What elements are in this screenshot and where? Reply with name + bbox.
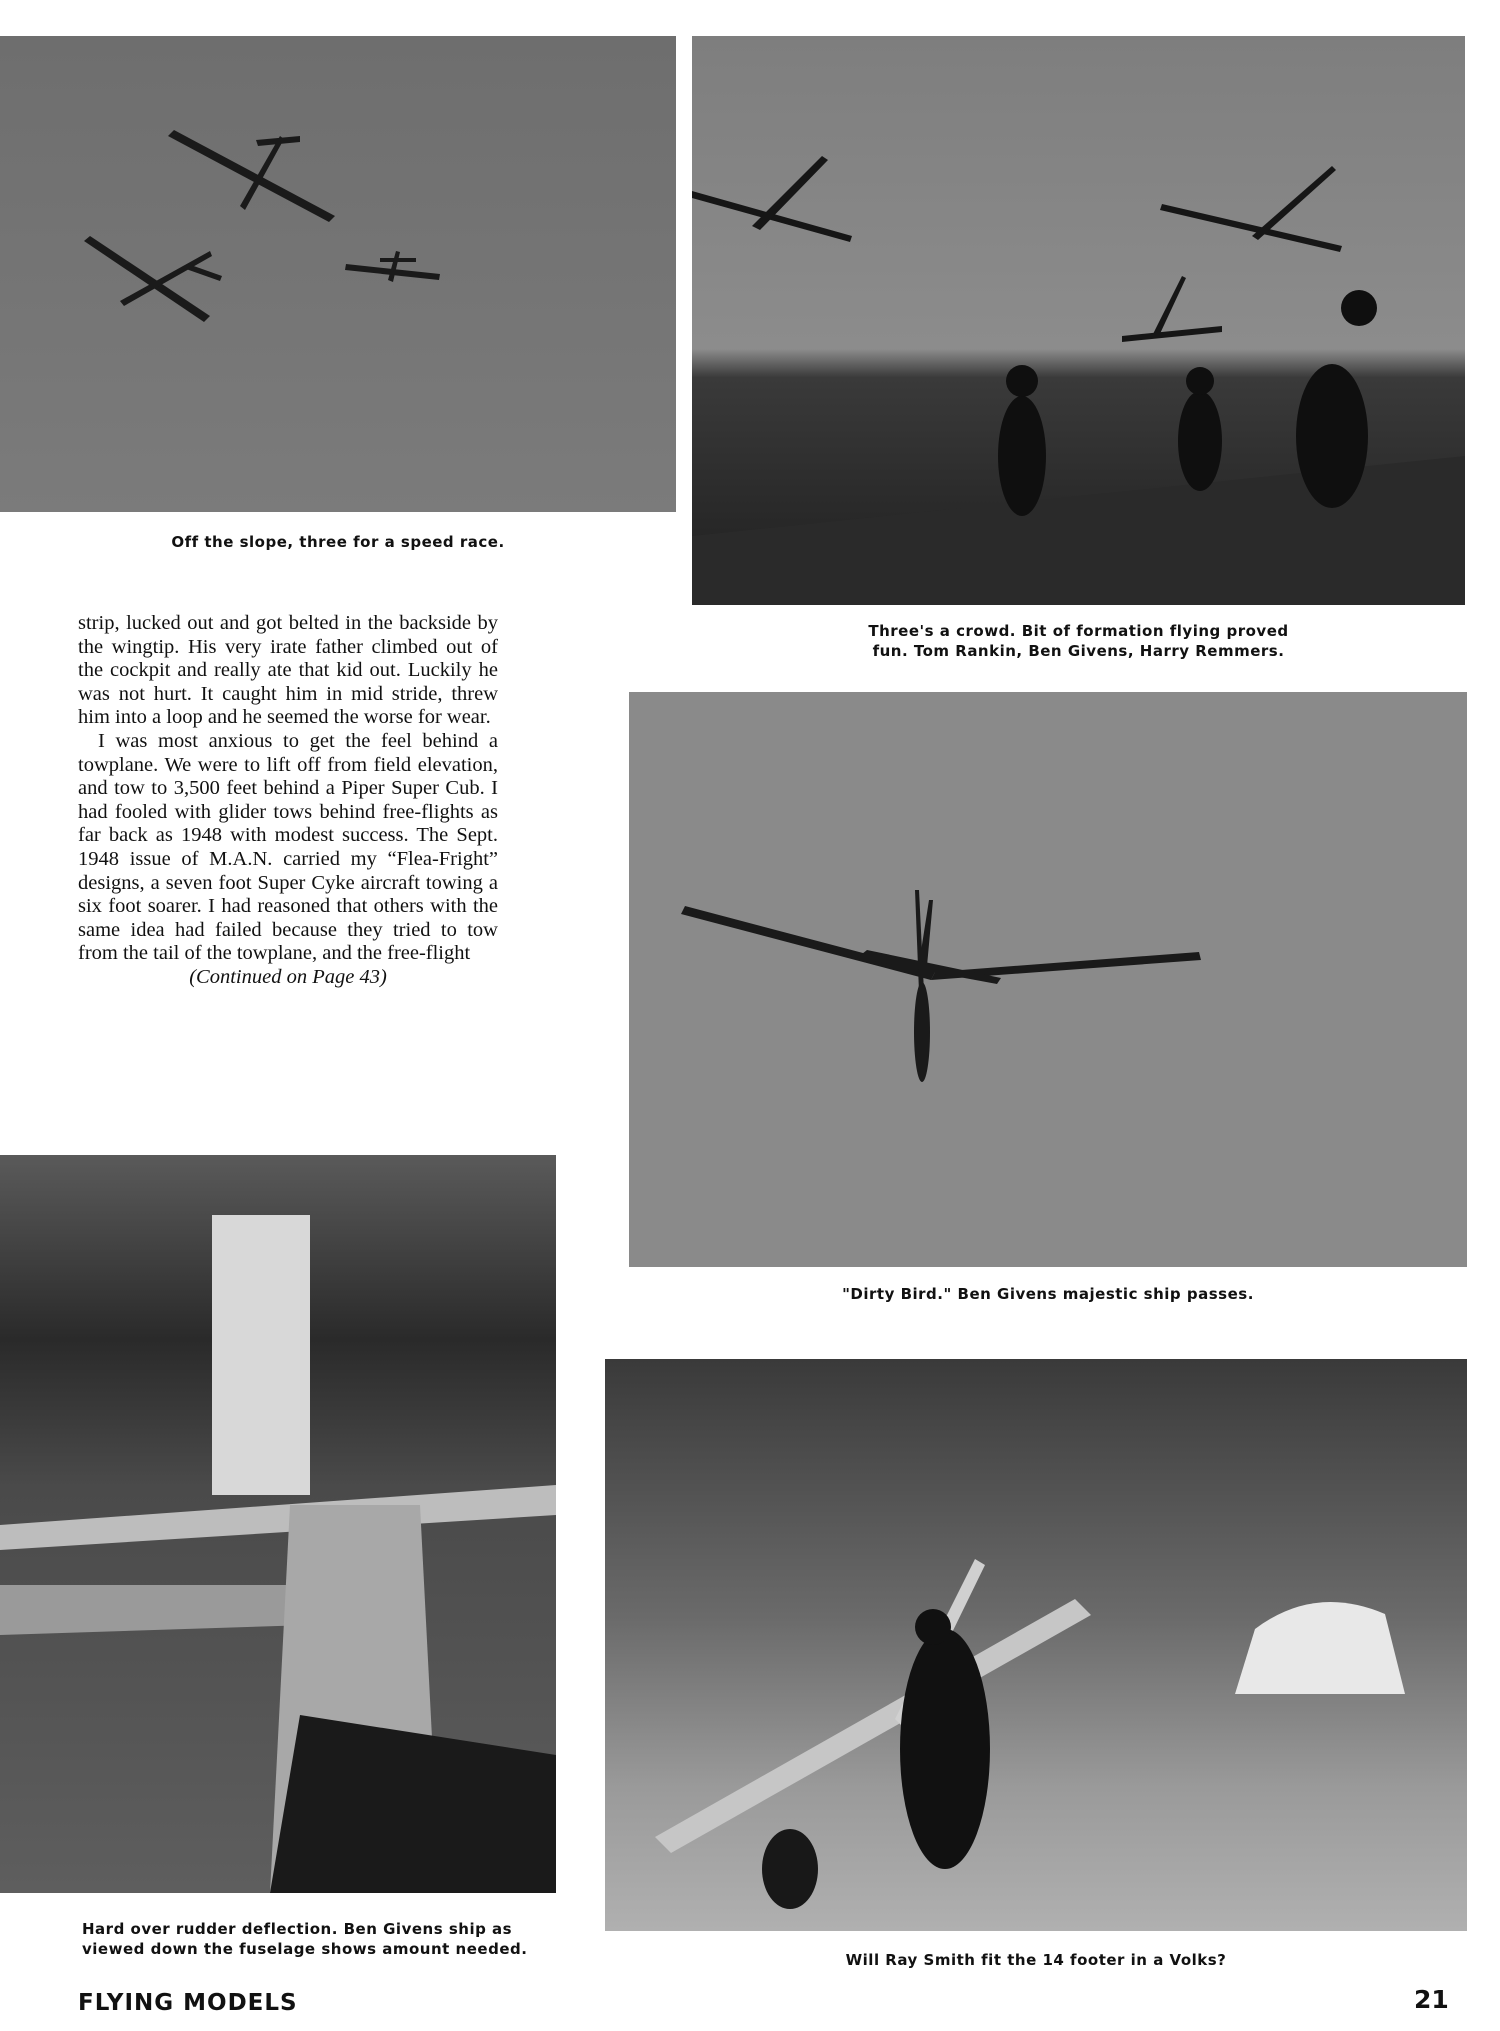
caption-formation-line1: Three's a crowd. Bit of formation flying proved (868, 622, 1289, 640)
magazine-name: FLYING MODELS (78, 1990, 298, 2016)
photo-dirty-bird (629, 692, 1467, 1267)
caption-speed-race: Off the slope, three for a speed race. (171, 533, 505, 551)
article-paragraph-1: strip, lucked out and got belted in the backside by the wingtip. His very irate father climbed out of the cockpit and really ate that kid out. Luckily he was not hurt. It caught him in mid stride, threw him into a loop and he seemed the worse for wear. (78, 612, 498, 729)
continued-note: (Continued on Page 43) (189, 965, 387, 988)
article-paragraph-2: I was most anxious to get the feel behind a towplane. We were to lift off from field elevation, and tow to 3,500 feet behind a Piper Super Cub. I had fooled with glider tows behind free-flights as far back as 1948 with modest success. The Sept. 1948 issue of M.A.N. carried my “Flea-Fright” designs, a seven foot Super Cyke aircraft towing a six foot soarer. I had reasoned that others with the same idea had failed because they tried to tow from the tail of the towplane, and the free-flight (78, 729, 498, 965)
photo-rudder-deflection (0, 1155, 556, 1893)
caption-rudder-line2: viewed down the fuselage shows amount needed. (82, 1940, 528, 1958)
page-number: 21 (1414, 1985, 1449, 2014)
caption-volks: Will Ray Smith fit the 14 footer in a Volks? (845, 1951, 1227, 1969)
photo-glider-and-volks (605, 1359, 1467, 1931)
photo-three-gliders-sky (0, 36, 676, 512)
caption-formation-line2: fun. Tom Rankin, Ben Givens, Harry Remmers. (872, 642, 1285, 660)
photo-formation-flying (692, 36, 1465, 605)
caption-rudder-line1: Hard over rudder deflection. Ben Givens ship as (82, 1920, 513, 1938)
article-body (78, 612, 498, 990)
caption-dirty-bird: "Dirty Bird." Ben Givens majestic ship passes. (842, 1285, 1254, 1303)
